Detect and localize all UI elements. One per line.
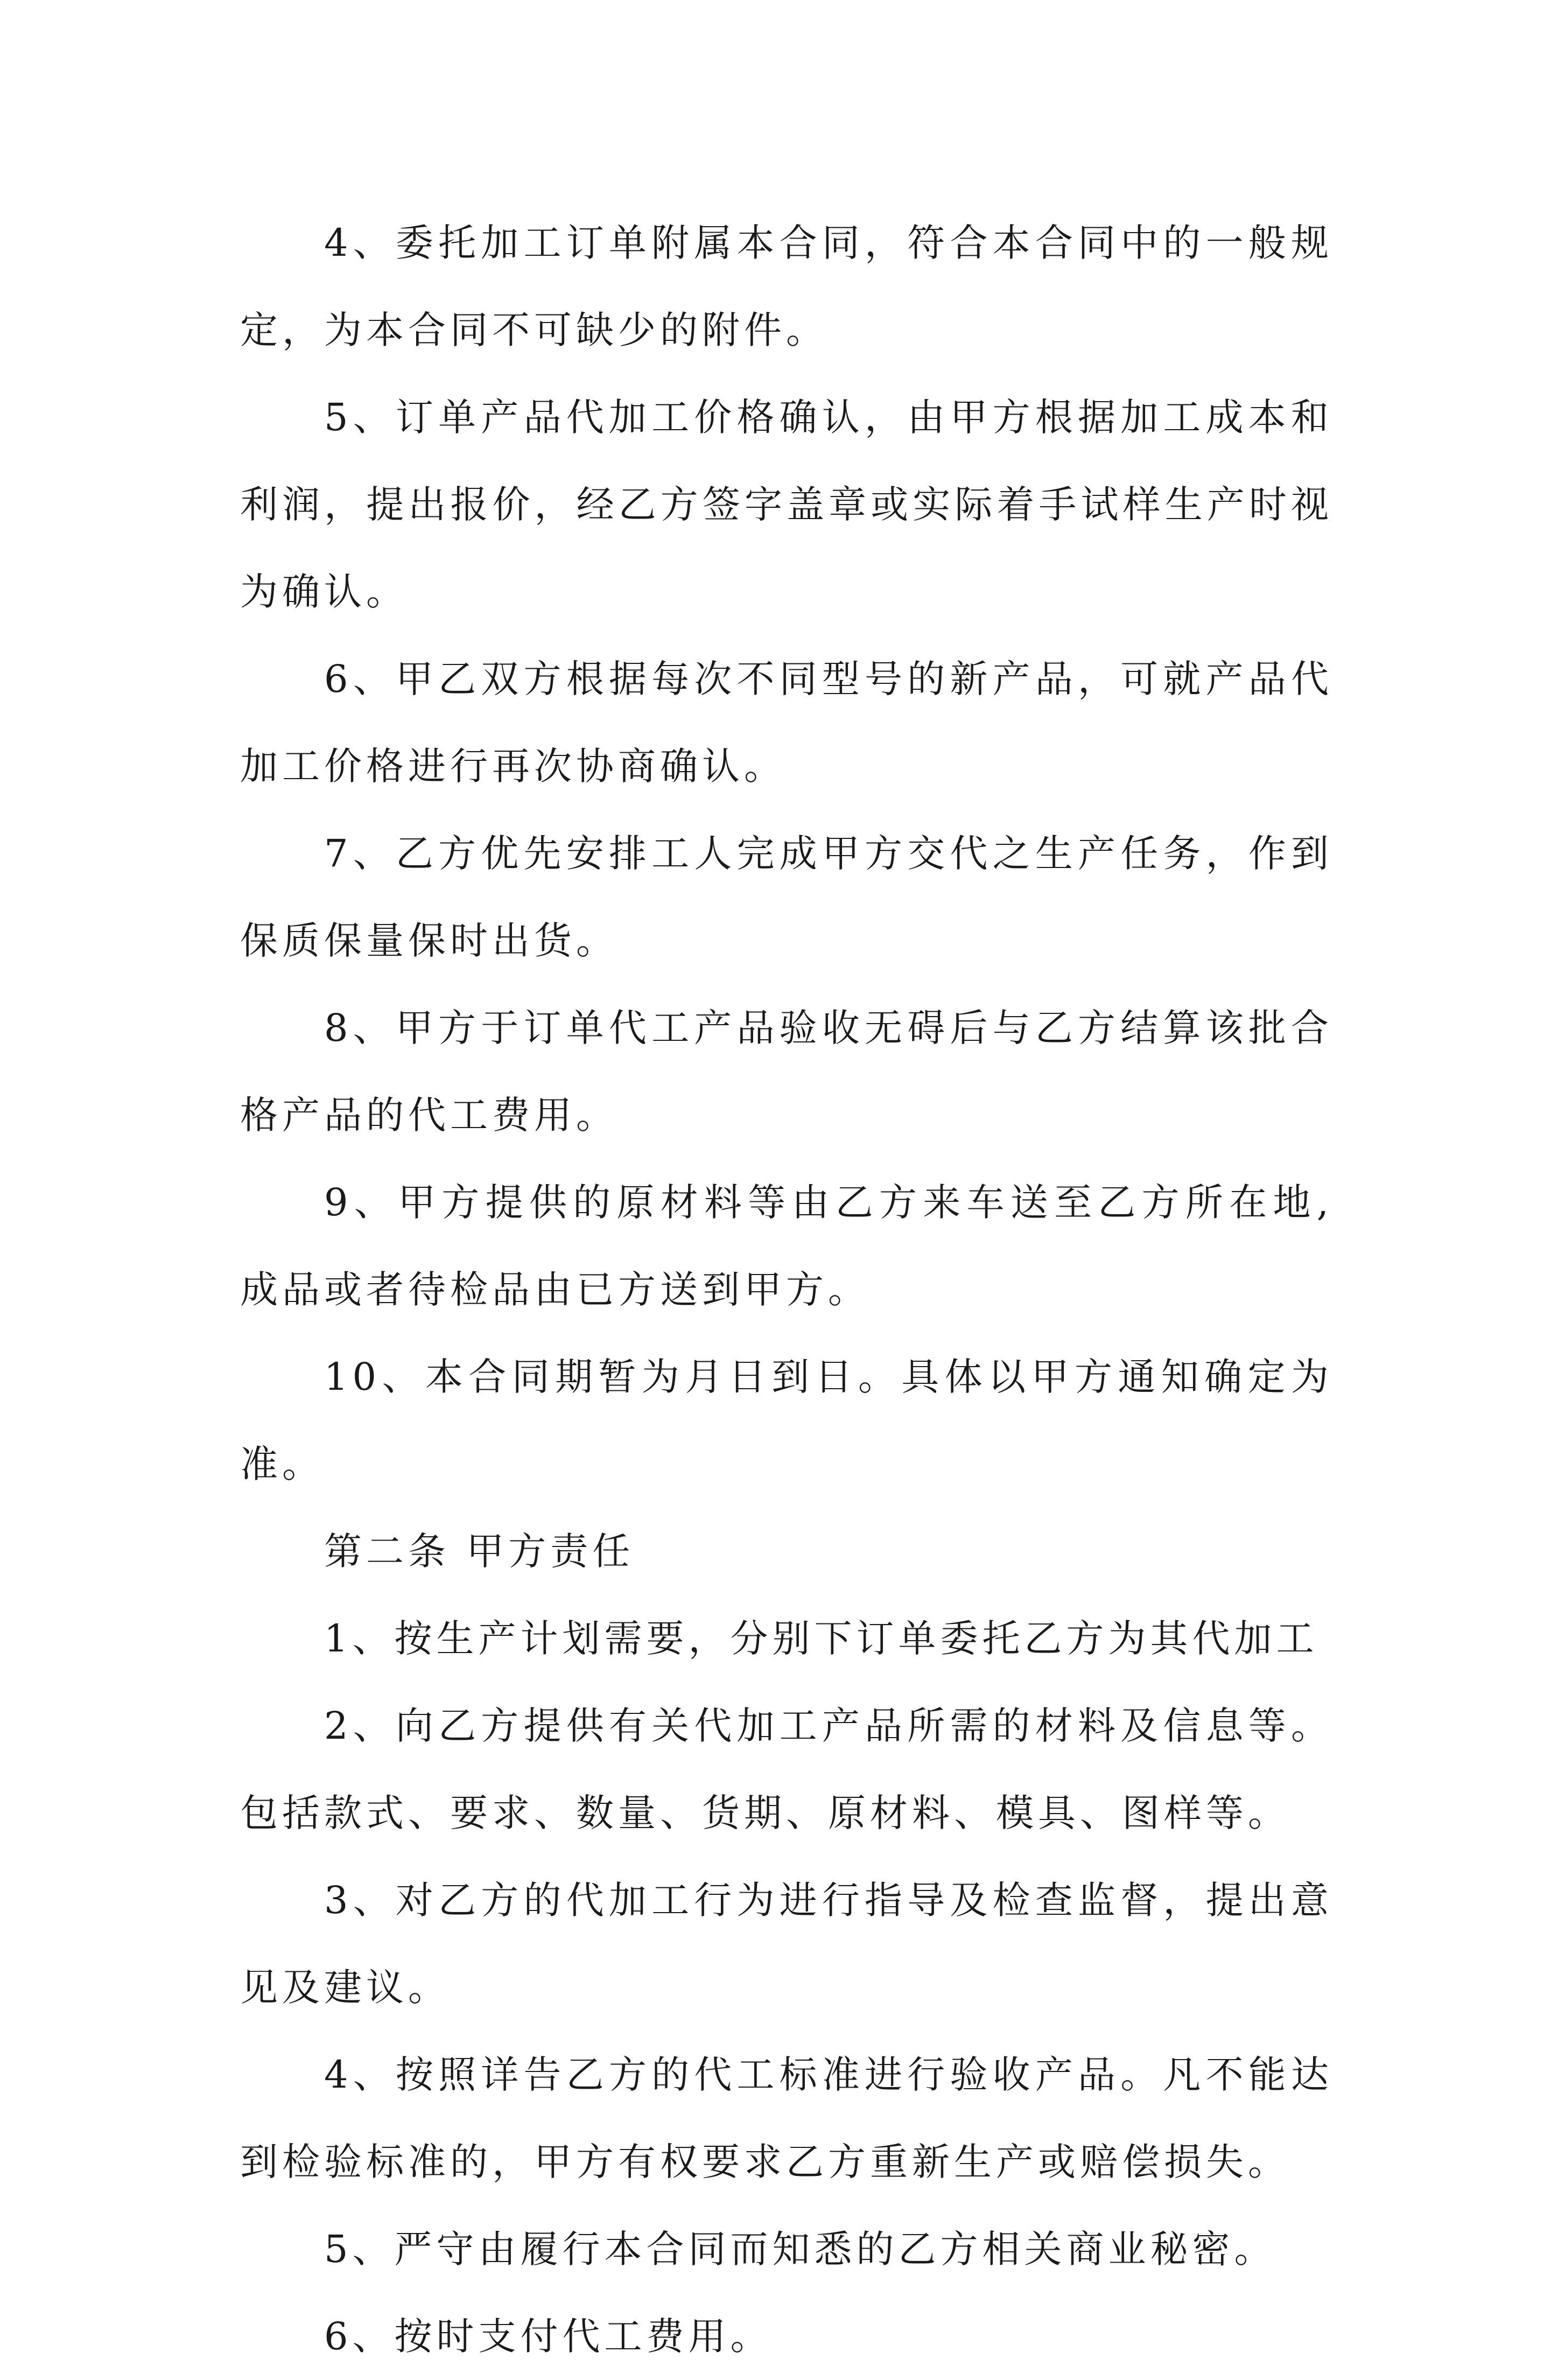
paragraph: 4、委托加工订单附属本合同，符合本合同中的一般规定，为本合同不可缺少的附件。: [240, 221, 1333, 352]
paragraph: 7、乙方优先安排工人完成甲方交代之生产任务，作到保质保量保时出货。: [240, 831, 1333, 963]
paragraph: 5、严守由履行本合同而知悉的乙方相关商业秘密。: [324, 2227, 1276, 2271]
section-heading: 第二条 甲方责任: [324, 1529, 635, 1573]
paragraph: 2、向乙方提供有关代加工产品所需的材料及信息等。包括款式、要求、数量、货期、原材料、模具、图样等。: [240, 1704, 1333, 1835]
paragraph: 10、本合同期暂为月日到日。具体以甲方通知确定为准。: [240, 1355, 1333, 1486]
paragraph: 3、对乙方的代加工行为进行指导及检查监督，提出意见及建议。: [240, 1878, 1333, 2010]
paragraph: 6、按时支付代工费用。: [324, 2314, 773, 2358]
contract-text: [240, 199, 1333, 2380]
paragraph: 8、甲方于订单代工产品验收无碍后与乙方结算该批合格产品的代工费用。: [240, 1006, 1333, 1137]
paragraph: 4、按照详告乙方的代工标准进行验收产品。凡不能达到检验标准的，甲方有权要求乙方重新生产或赔偿损失。: [240, 2053, 1333, 2184]
paragraph: 5、订单产品代加工价格确认，由甲方根据加工成本和利润，提出报价，经乙方签字盖章或实际着手试样生产时视为确认。: [240, 395, 1333, 614]
paragraph: 9、甲方提供的原材料等由乙方来车送至乙方所在地,成品或者待检品由已方送到甲方。: [240, 1180, 1333, 1312]
paragraph: 1、按生产计划需要，分别下订单委托乙方为其代加工: [324, 1616, 1318, 1661]
paragraph: 6、甲乙双方根据每次不同型号的新产品，可就产品代加工价格进行再次协商确认。: [240, 657, 1333, 788]
